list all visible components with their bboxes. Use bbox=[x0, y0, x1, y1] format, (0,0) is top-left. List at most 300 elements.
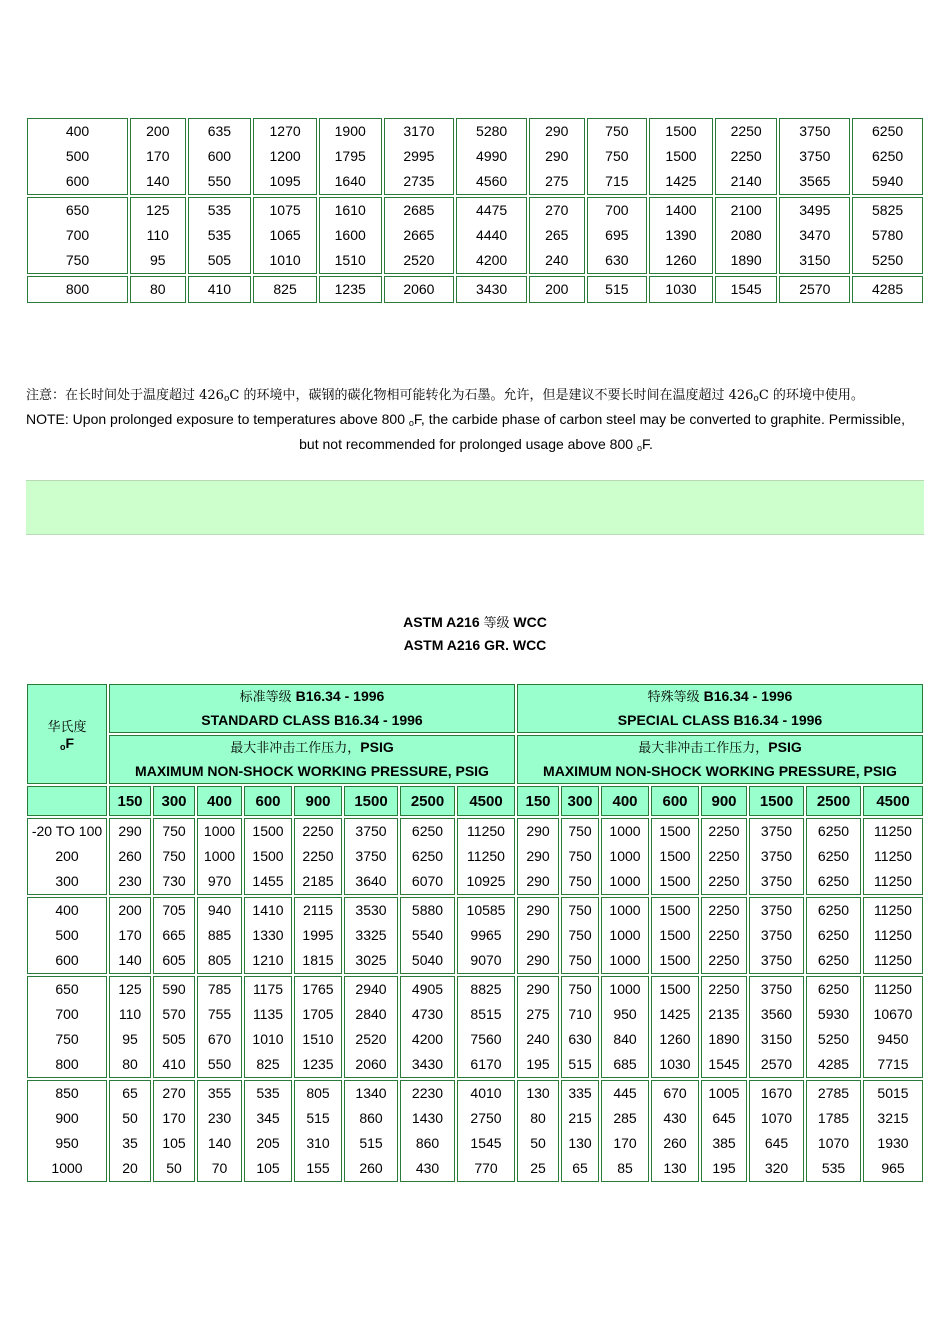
table-row bbox=[27, 818, 923, 895]
cell-value: 5880 bbox=[411, 902, 444, 918]
cell-value: 335 bbox=[568, 1085, 592, 1101]
cell-value: 695 bbox=[605, 227, 629, 243]
cell-value: 1235 bbox=[334, 281, 366, 297]
pressure-cell bbox=[153, 897, 195, 974]
cell-value: 2080 bbox=[730, 227, 762, 243]
cell-value: 500 bbox=[55, 927, 79, 943]
cell-value: 750 bbox=[568, 823, 592, 839]
cell-value: 260 bbox=[118, 848, 142, 864]
cell-value: 1510 bbox=[334, 252, 366, 268]
cell-value: 1500 bbox=[665, 148, 697, 164]
cell-value: 290 bbox=[545, 123, 569, 139]
table-cell bbox=[319, 197, 382, 274]
pressure-cell bbox=[806, 1080, 861, 1182]
cell-value: 1135 bbox=[252, 1006, 284, 1022]
pressure-cell bbox=[806, 897, 861, 974]
cell-value: 2140 bbox=[730, 173, 762, 189]
temperature-cell bbox=[27, 1080, 107, 1182]
cell-value: 1000 bbox=[609, 902, 641, 918]
cell-value: 840 bbox=[613, 1031, 637, 1047]
cell-value: 6250 bbox=[411, 823, 444, 839]
class-header: 1500 bbox=[749, 786, 804, 816]
pressure-cell bbox=[244, 897, 292, 974]
cell-value: 1500 bbox=[659, 927, 691, 943]
cell-value: 130 bbox=[568, 1135, 592, 1151]
class-header: 600 bbox=[651, 786, 699, 816]
cell-value: 1640 bbox=[334, 173, 366, 189]
special-class-header: 特殊等级 B16.34 - 1996 SPECIAL CLASS B16.34 - 1996 bbox=[517, 684, 923, 733]
cell-value: 6250 bbox=[872, 123, 904, 139]
pressure-cell bbox=[517, 1080, 559, 1182]
cell-value: 1510 bbox=[302, 1031, 334, 1047]
cell-value: 1425 bbox=[659, 1006, 691, 1022]
pressure-cell bbox=[294, 1080, 342, 1182]
cell-value: 2570 bbox=[760, 1056, 793, 1072]
cell-value: 3430 bbox=[476, 281, 508, 297]
pressure-cell bbox=[153, 1080, 195, 1182]
pressure-cell bbox=[863, 976, 923, 1078]
cell-value: 770 bbox=[474, 1160, 498, 1176]
table-cell bbox=[715, 276, 778, 303]
cell-value: 85 bbox=[617, 1160, 633, 1176]
cell-value: 5825 bbox=[872, 202, 904, 218]
cell-value: 2840 bbox=[355, 1006, 387, 1022]
cell-value: 750 bbox=[605, 148, 629, 164]
cell-value: 535 bbox=[207, 202, 232, 218]
class-header: 2500 bbox=[400, 786, 455, 816]
class-header: 150 bbox=[109, 786, 151, 816]
cell-value: 5250 bbox=[817, 1031, 850, 1047]
cell-value: 1400 bbox=[665, 202, 697, 218]
cell-value: 290 bbox=[526, 873, 550, 889]
cell-value: 3750 bbox=[760, 902, 793, 918]
pressure-cell bbox=[400, 976, 455, 1078]
cell-value: 285 bbox=[613, 1110, 637, 1126]
cell-value: 80 bbox=[122, 1056, 138, 1072]
cell-value: 300 bbox=[55, 873, 79, 889]
cell-value: 2250 bbox=[708, 873, 740, 889]
standard-pressure-header: 最大非冲击工作压力，PSIG MAXIMUM NON-SHOCK WORKING PRESSURE, PSIG bbox=[109, 735, 515, 784]
cell-value: 1000 bbox=[609, 823, 641, 839]
cell-value: 6250 bbox=[872, 148, 904, 164]
cell-value: 6250 bbox=[411, 848, 444, 864]
class-header: 150 bbox=[517, 786, 559, 816]
table-cell bbox=[529, 118, 585, 195]
pressure-cell bbox=[701, 818, 747, 895]
cell-value: 750 bbox=[65, 252, 90, 268]
cell-value: 270 bbox=[162, 1085, 186, 1101]
cell-value: 605 bbox=[162, 952, 186, 968]
pressure-cell bbox=[701, 897, 747, 974]
cell-value: 1030 bbox=[659, 1056, 691, 1072]
table-cell bbox=[456, 276, 527, 303]
cell-value: 750 bbox=[568, 848, 592, 864]
cell-value: 290 bbox=[118, 823, 142, 839]
cell-value: 1030 bbox=[665, 281, 697, 297]
cell-value: 6070 bbox=[411, 873, 444, 889]
table-cell bbox=[319, 118, 382, 195]
cell-value: 5940 bbox=[872, 173, 904, 189]
table-cell bbox=[649, 197, 713, 274]
cell-value: 550 bbox=[207, 173, 232, 189]
cell-value: 750 bbox=[568, 873, 592, 889]
cell-value: 1670 bbox=[760, 1085, 793, 1101]
cell-value: 600 bbox=[207, 148, 232, 164]
pressure-cell bbox=[244, 1080, 292, 1182]
cell-value: 205 bbox=[256, 1135, 280, 1151]
cell-value: 400 bbox=[55, 902, 79, 918]
cell-value: 5250 bbox=[872, 252, 904, 268]
cell-value: 1610 bbox=[334, 202, 366, 218]
table-cell bbox=[130, 197, 186, 274]
table-cell bbox=[253, 276, 317, 303]
cell-value: 3750 bbox=[799, 148, 831, 164]
cell-value: 11250 bbox=[874, 873, 912, 889]
cell-value: 750 bbox=[162, 823, 186, 839]
cell-value: 7560 bbox=[470, 1031, 502, 1047]
cell-value: 290 bbox=[526, 927, 550, 943]
cell-value: 1890 bbox=[708, 1031, 740, 1047]
cell-value: 275 bbox=[526, 1006, 550, 1022]
table-cell bbox=[456, 118, 527, 195]
cell-value: 805 bbox=[207, 952, 232, 968]
pressure-cell bbox=[294, 976, 342, 1078]
cell-value: 200 bbox=[55, 848, 79, 864]
cell-value: 2250 bbox=[708, 902, 740, 918]
class-header: 4500 bbox=[457, 786, 515, 816]
class-header: 900 bbox=[294, 786, 342, 816]
cell-value: 850 bbox=[55, 1085, 79, 1101]
cell-value: 400 bbox=[65, 123, 90, 139]
cell-value: 4730 bbox=[411, 1006, 444, 1022]
pressure-cell bbox=[344, 818, 398, 895]
cell-value: 1765 bbox=[302, 981, 334, 997]
cell-value: 1095 bbox=[269, 173, 301, 189]
pressure-cell bbox=[806, 976, 861, 1078]
cell-value: 885 bbox=[207, 927, 232, 943]
cell-value: 215 bbox=[568, 1110, 592, 1126]
table-cell bbox=[384, 276, 455, 303]
cell-value: 785 bbox=[207, 981, 232, 997]
table-cell bbox=[852, 197, 923, 274]
table-row bbox=[27, 976, 923, 1078]
section-title-english: ASTM A216 GR. WCC bbox=[403, 637, 547, 653]
cell-value: 1545 bbox=[708, 1056, 740, 1072]
class-header: 2500 bbox=[806, 786, 861, 816]
cell-value: 200 bbox=[118, 902, 142, 918]
cell-value: 1900 bbox=[334, 123, 366, 139]
class-header: 900 bbox=[701, 786, 747, 816]
cell-value: 130 bbox=[526, 1085, 550, 1101]
cell-value: 430 bbox=[663, 1110, 687, 1126]
table-cell bbox=[456, 197, 527, 274]
cell-value: 3640 bbox=[355, 873, 387, 889]
cell-value: 80 bbox=[530, 1110, 546, 1126]
cell-value: 195 bbox=[712, 1160, 736, 1176]
cell-value: 800 bbox=[65, 281, 90, 297]
pressure-cell bbox=[749, 1080, 804, 1182]
cell-value: 715 bbox=[605, 173, 629, 189]
cell-value: 1260 bbox=[659, 1031, 691, 1047]
cell-value: 2230 bbox=[411, 1085, 444, 1101]
cell-value: 1010 bbox=[252, 1031, 284, 1047]
cell-value: 345 bbox=[256, 1110, 280, 1126]
cell-value: 200 bbox=[545, 281, 569, 297]
cell-value: 650 bbox=[65, 202, 90, 218]
cell-value: 2250 bbox=[302, 823, 334, 839]
cell-value: 645 bbox=[712, 1110, 736, 1126]
pressure-cell bbox=[601, 1080, 649, 1182]
note-english-line1: NOTE: Upon prolonged exposure to temperatures above 800 $_o$F, the carbide phase of carbon steel may be converted to graphite. Permissible, bbox=[26, 411, 905, 428]
cell-value: 430 bbox=[415, 1160, 440, 1176]
table-cell bbox=[27, 118, 128, 195]
cell-value: 3530 bbox=[355, 902, 387, 918]
pressure-cell bbox=[651, 976, 699, 1078]
cell-value: 6250 bbox=[817, 981, 850, 997]
cell-value: 750 bbox=[162, 848, 186, 864]
cell-value: 65 bbox=[572, 1160, 588, 1176]
cell-value: 2250 bbox=[708, 981, 740, 997]
cell-value: 11250 bbox=[874, 823, 912, 839]
pressure-cell bbox=[109, 1080, 151, 1182]
cell-value: 805 bbox=[306, 1085, 330, 1101]
cell-value: 35 bbox=[122, 1135, 138, 1151]
table-row bbox=[27, 1080, 923, 1182]
cell-value: 1410 bbox=[252, 902, 284, 918]
pressure-cell bbox=[561, 818, 599, 895]
cell-value: 2520 bbox=[403, 252, 435, 268]
cell-value: 800 bbox=[55, 1056, 79, 1072]
cell-value: 6250 bbox=[817, 952, 850, 968]
cell-value: 20 bbox=[122, 1160, 138, 1176]
cell-value: 705 bbox=[162, 902, 186, 918]
cell-value: 125 bbox=[118, 981, 142, 997]
cell-value: 685 bbox=[613, 1056, 637, 1072]
pressure-cell bbox=[109, 897, 151, 974]
class-header: 1500 bbox=[344, 786, 398, 816]
cell-value: 265 bbox=[545, 227, 569, 243]
cell-value: 515 bbox=[359, 1135, 383, 1151]
cell-value: 1070 bbox=[817, 1135, 850, 1151]
pressure-cell bbox=[863, 1080, 923, 1182]
cell-value: 11250 bbox=[467, 823, 505, 839]
cell-value: 290 bbox=[526, 848, 550, 864]
cell-value: 3750 bbox=[760, 873, 793, 889]
cell-value: 3325 bbox=[355, 927, 387, 943]
cell-value: 195 bbox=[526, 1056, 550, 1072]
cell-value: 515 bbox=[306, 1110, 330, 1126]
cell-value: 6250 bbox=[817, 902, 850, 918]
pressure-cell bbox=[749, 897, 804, 974]
cell-value: 10585 bbox=[466, 902, 506, 918]
pressure-cell bbox=[197, 897, 242, 974]
cell-value: 2520 bbox=[355, 1031, 387, 1047]
cell-value: 3750 bbox=[760, 952, 793, 968]
cell-value: 320 bbox=[764, 1160, 789, 1176]
cell-value: 5780 bbox=[872, 227, 904, 243]
cell-value: 25 bbox=[530, 1160, 546, 1176]
pressure-cell bbox=[561, 897, 599, 974]
cell-value: 200 bbox=[146, 123, 170, 139]
cell-value: 1930 bbox=[877, 1135, 909, 1151]
temperature-cell bbox=[27, 897, 107, 974]
cell-value: 1075 bbox=[269, 202, 301, 218]
cell-value: 5280 bbox=[476, 123, 508, 139]
cell-value: 11250 bbox=[874, 848, 912, 864]
section-title-chinese: ASTM A216 等级 WCC bbox=[403, 614, 547, 631]
cell-value: 1545 bbox=[470, 1135, 502, 1151]
cell-value: 170 bbox=[613, 1135, 637, 1151]
cell-value: 3560 bbox=[760, 1006, 793, 1022]
cell-value: 550 bbox=[207, 1056, 232, 1072]
pressure-cell bbox=[749, 818, 804, 895]
pressure-cell bbox=[701, 1080, 747, 1182]
table-cell bbox=[587, 197, 648, 274]
cell-value: 3750 bbox=[355, 848, 387, 864]
pressure-cell bbox=[244, 818, 292, 895]
cell-value: 4560 bbox=[476, 173, 508, 189]
note-english-line2: but not recommended for prolonged usage above 800 $_o$F. bbox=[299, 436, 653, 453]
cell-value: 750 bbox=[55, 1031, 79, 1047]
cell-value: 50 bbox=[166, 1160, 182, 1176]
cell-value: 1390 bbox=[665, 227, 697, 243]
cell-value: 1340 bbox=[355, 1085, 387, 1101]
cell-value: 670 bbox=[663, 1085, 687, 1101]
cell-value: 710 bbox=[568, 1006, 592, 1022]
cell-value: 11250 bbox=[874, 902, 912, 918]
pressure-cell bbox=[197, 1080, 242, 1182]
table-cell bbox=[779, 118, 850, 195]
cell-value: 1000 bbox=[609, 873, 641, 889]
cell-value: 3750 bbox=[355, 823, 387, 839]
cell-value: 1200 bbox=[269, 148, 301, 164]
class-header: 300 bbox=[153, 786, 195, 816]
cell-value: 240 bbox=[545, 252, 569, 268]
table-row bbox=[27, 197, 923, 274]
class-header: 400 bbox=[601, 786, 649, 816]
cell-value: 4010 bbox=[470, 1085, 502, 1101]
cell-value: 4200 bbox=[476, 252, 508, 268]
cell-value: 260 bbox=[663, 1135, 687, 1151]
cell-value: 590 bbox=[162, 981, 186, 997]
cell-value: 9070 bbox=[470, 952, 502, 968]
cell-value: 50 bbox=[530, 1135, 546, 1151]
cell-value: 650 bbox=[55, 981, 79, 997]
temperature-header: 华氏度 $_o$F bbox=[27, 684, 107, 784]
cell-value: 3170 bbox=[403, 123, 435, 139]
cell-value: 860 bbox=[415, 1135, 440, 1151]
pressure-cell bbox=[294, 818, 342, 895]
cell-value: 5930 bbox=[817, 1006, 850, 1022]
cell-value: 70 bbox=[211, 1160, 228, 1176]
table-row bbox=[27, 897, 923, 974]
table-cell bbox=[649, 118, 713, 195]
cell-value: 410 bbox=[207, 281, 232, 297]
standard-class-header: 标准等级 B16.34 - 1996 STANDARD CLASS B16.34 - 1996 bbox=[109, 684, 515, 733]
cell-value: 1705 bbox=[302, 1006, 334, 1022]
cell-value: 6250 bbox=[817, 848, 850, 864]
cell-value: 1175 bbox=[252, 981, 284, 997]
wcc-pressure-table bbox=[25, 682, 925, 1184]
cell-value: 10925 bbox=[466, 873, 506, 889]
table-cell bbox=[529, 276, 585, 303]
cell-value: 3150 bbox=[799, 252, 831, 268]
cell-value: 3150 bbox=[760, 1031, 793, 1047]
cell-value: 4440 bbox=[476, 227, 508, 243]
table-cell bbox=[384, 118, 455, 195]
pressure-cell bbox=[601, 818, 649, 895]
cell-value: 2115 bbox=[302, 902, 334, 918]
cell-value: 1995 bbox=[302, 927, 334, 943]
cell-value: 310 bbox=[306, 1135, 330, 1151]
cell-value: 11250 bbox=[874, 927, 912, 943]
cell-value: 290 bbox=[526, 823, 550, 839]
cell-value: 2250 bbox=[708, 927, 740, 943]
cell-value: 505 bbox=[162, 1031, 186, 1047]
cell-value: 505 bbox=[207, 252, 232, 268]
table-cell bbox=[715, 118, 778, 195]
cell-value: 1070 bbox=[760, 1110, 793, 1126]
table-cell bbox=[587, 276, 648, 303]
table-cell bbox=[130, 118, 186, 195]
cell-value: 240 bbox=[526, 1031, 550, 1047]
cell-value: 2250 bbox=[708, 823, 740, 839]
cell-value: 860 bbox=[359, 1110, 383, 1126]
cell-value: 290 bbox=[526, 952, 550, 968]
cell-value: 1330 bbox=[252, 927, 284, 943]
pressure-cell bbox=[601, 897, 649, 974]
cell-value: 750 bbox=[568, 902, 592, 918]
pressure-cell bbox=[244, 976, 292, 1078]
cell-value: 4905 bbox=[411, 981, 444, 997]
cell-value: 665 bbox=[162, 927, 186, 943]
table-cell bbox=[130, 276, 186, 303]
cell-value: 11250 bbox=[874, 981, 912, 997]
cell-value: 230 bbox=[207, 1110, 232, 1126]
pressure-cell bbox=[197, 818, 242, 895]
cell-value: 1500 bbox=[659, 981, 691, 997]
pressure-cell bbox=[400, 818, 455, 895]
cell-value: 3430 bbox=[411, 1056, 444, 1072]
pressure-cell bbox=[294, 897, 342, 974]
class-header: 400 bbox=[197, 786, 242, 816]
cell-value: 6250 bbox=[817, 823, 850, 839]
temperature-cell bbox=[27, 818, 107, 895]
cell-value: 700 bbox=[65, 227, 90, 243]
cell-value: 6250 bbox=[817, 927, 850, 943]
cell-value: 1000 bbox=[203, 823, 236, 839]
cell-value: 7715 bbox=[877, 1056, 909, 1072]
cell-value: 700 bbox=[55, 1006, 79, 1022]
cell-value: 3750 bbox=[760, 981, 793, 997]
cell-value: 230 bbox=[118, 873, 142, 889]
cell-value: 515 bbox=[568, 1056, 592, 1072]
cell-value: 2060 bbox=[403, 281, 435, 297]
table-cell bbox=[319, 276, 382, 303]
cell-value: 500 bbox=[65, 148, 90, 164]
table-cell bbox=[852, 276, 923, 303]
class-header-blank bbox=[27, 786, 107, 816]
cell-value: 2250 bbox=[730, 123, 762, 139]
pressure-cell bbox=[749, 976, 804, 1078]
temperature-cell bbox=[27, 976, 107, 1078]
special-pressure-header: 最大非冲击工作压力，PSIG MAXIMUM NON-SHOCK WORKING PRESSURE, PSIG bbox=[517, 735, 923, 784]
table-row bbox=[27, 276, 923, 303]
cell-value: 970 bbox=[207, 873, 232, 889]
cell-value: 1000 bbox=[51, 1160, 83, 1176]
cell-value: 1500 bbox=[659, 873, 691, 889]
pressure-cell bbox=[601, 976, 649, 1078]
